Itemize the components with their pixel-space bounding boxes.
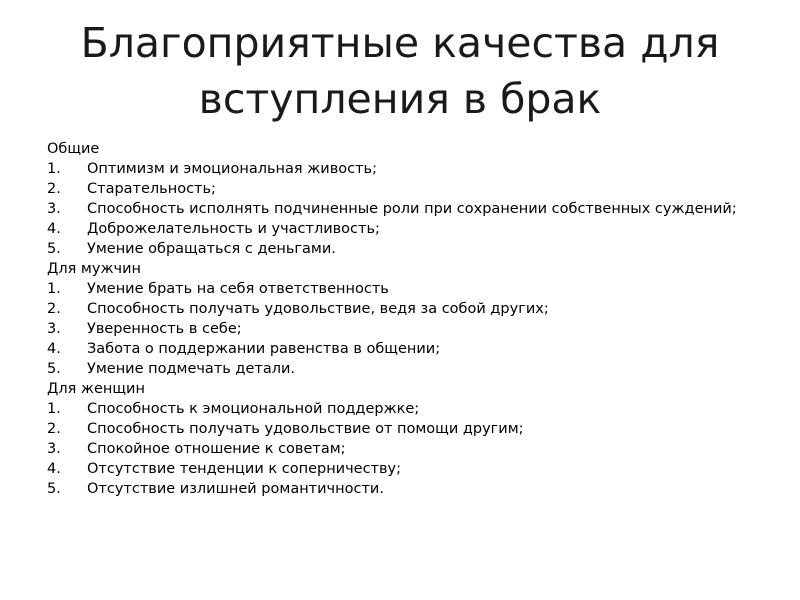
section-heading: Общие <box>47 141 100 157</box>
item-number: 3. <box>47 321 61 337</box>
section-general <box>47 139 767 259</box>
item-number: 4. <box>47 221 61 237</box>
item-text: Способность получать удовольствие от помощи другим; <box>87 421 524 437</box>
item-text: Способность получать удовольствие, ведя за собой других; <box>87 301 549 317</box>
men-list <box>47 279 767 379</box>
list-item <box>47 419 767 439</box>
item-text: Отсутствие излишней романтичности. <box>87 481 384 497</box>
list-item <box>47 299 767 319</box>
item-text: Оптимизм и эмоциональная живость; <box>87 161 377 177</box>
item-text: Умение подмечать детали. <box>87 361 295 377</box>
section-heading: Для мужчин <box>47 261 141 277</box>
item-number: 5. <box>47 361 61 377</box>
item-text: Отсутствие тенденции к соперничеству; <box>87 461 402 477</box>
list-item <box>47 459 767 479</box>
item-number: 2. <box>47 421 61 437</box>
section-women <box>47 379 767 499</box>
item-text: Уверенность в себе; <box>87 321 242 337</box>
list-item <box>47 399 767 419</box>
list-item <box>47 479 767 499</box>
women-list <box>47 399 767 499</box>
item-number: 5. <box>47 481 61 497</box>
list-item <box>47 159 767 179</box>
item-number: 2. <box>47 181 61 197</box>
item-number: 2. <box>47 301 61 317</box>
list-item <box>47 319 767 339</box>
item-number: 4. <box>47 341 61 357</box>
content-body <box>47 139 767 499</box>
item-text: Забота о поддержании равенства в общении; <box>87 341 441 357</box>
item-text: Способность исполнять подчиненные роли при сохранении собственных суждений; <box>87 201 737 217</box>
item-number: 3. <box>47 441 61 457</box>
item-number: 1. <box>47 161 61 177</box>
list-item <box>47 439 767 459</box>
item-text: Умение обращаться с деньгами. <box>87 241 336 257</box>
item-text: Старательность; <box>87 181 216 197</box>
item-number: 4. <box>47 461 61 477</box>
list-item <box>47 359 767 379</box>
item-number: 1. <box>47 401 61 417</box>
section-heading: Для женщин <box>47 381 145 397</box>
general-list <box>47 159 767 259</box>
item-number: 5. <box>47 241 61 257</box>
list-item <box>47 339 767 359</box>
list-item <box>47 199 767 219</box>
list-item <box>47 179 767 199</box>
item-text: Спокойное отношение к советам; <box>87 441 346 457</box>
title-line-1: Благоприятные качества для <box>80 19 720 67</box>
slide-title <box>60 15 740 127</box>
list-item <box>47 239 767 259</box>
title-line-2: вступления в брак <box>198 75 602 123</box>
item-number: 3. <box>47 201 61 217</box>
section-men <box>47 259 767 379</box>
item-text: Способность к эмоциональной поддержке; <box>87 401 420 417</box>
item-text: Доброжелательность и участливость; <box>87 221 380 237</box>
item-number: 1. <box>47 281 61 297</box>
list-item <box>47 279 767 299</box>
item-text: Умение брать на себя ответственность <box>87 281 389 297</box>
list-item <box>47 219 767 239</box>
